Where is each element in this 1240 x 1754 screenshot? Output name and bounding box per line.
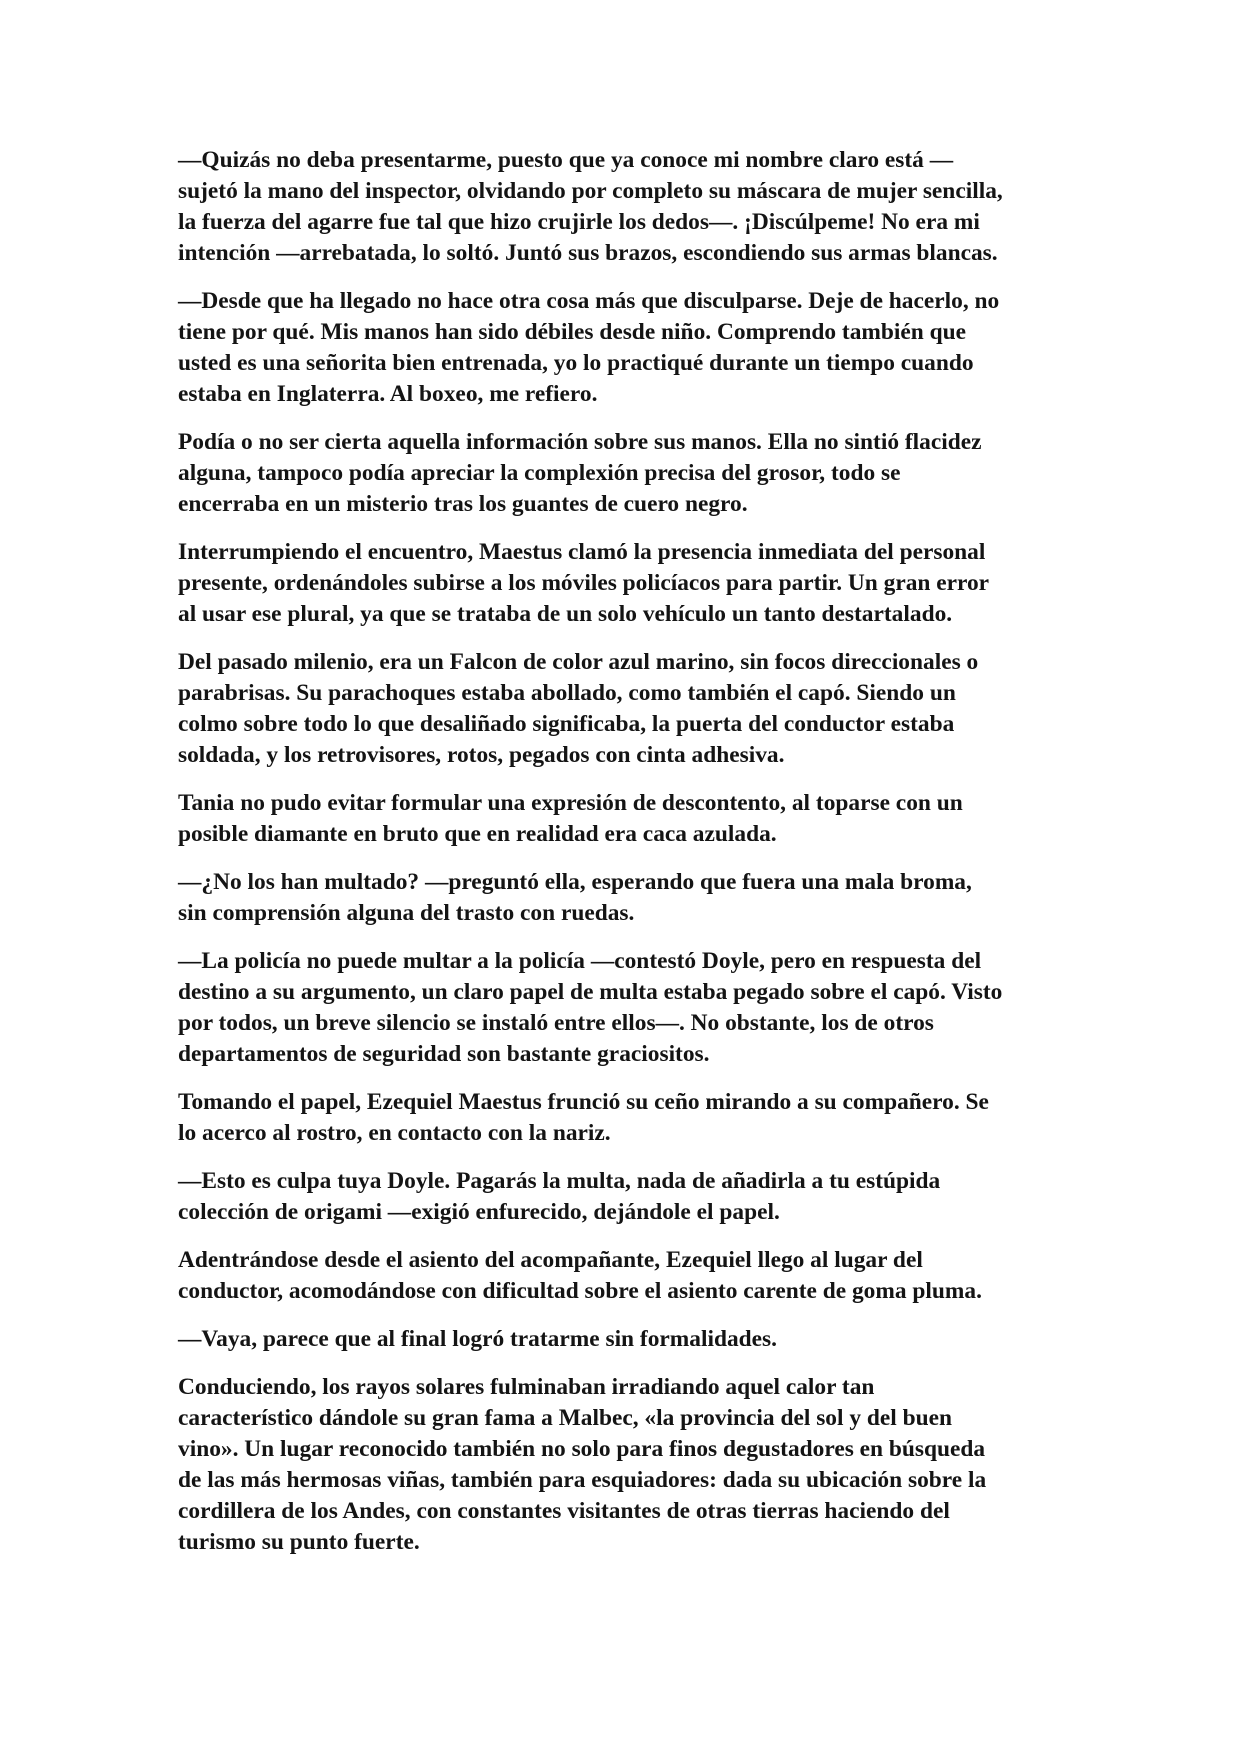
paragraph — [178, 1166, 1070, 1228]
paragraph — [178, 537, 1070, 630]
text-line: parabrisas. Su parachoques estaba abollado, como también el capó. Siendo un — [178, 680, 956, 706]
text-line: característico dándole su gran fama a Malbec, «la provincia del sol y del buen — [178, 1405, 953, 1431]
text-line: —La policía no puede multar a la policía —contestó Doyle, pero en respuesta del — [178, 948, 982, 974]
text-line: intención —arrebatada, lo soltó. Juntó sus brazos, escondiendo sus armas blancas. — [178, 240, 998, 266]
text-line: colección de origami —exigió enfurecido, dejándole el papel. — [178, 1199, 780, 1225]
text-line: al usar ese plural, ya que se trataba de un solo vehículo un tanto destartalado. — [178, 601, 953, 627]
text-line: Tomando el papel, Ezequiel Maestus frunció su ceño mirando a su compañero. Se — [178, 1089, 989, 1115]
paragraph — [178, 1324, 1070, 1355]
text-line: departamentos de seguridad son bastante graciositos. — [178, 1041, 710, 1067]
text-line: encerraba en un misterio tras los guantes de cuero negro. — [178, 491, 748, 517]
paragraph — [178, 1087, 1070, 1149]
text-line: lo acerco al rostro, en contacto con la nariz. — [178, 1120, 611, 1146]
text-line: —Quizás no deba presentarme, puesto que ya conoce mi nombre claro está — — [178, 147, 954, 173]
text-line: soldada, y los retrovisores, rotos, pegados con cinta adhesiva. — [178, 742, 785, 768]
text-line: —Vaya, parece que al final logró tratarme sin formalidades. — [178, 1326, 778, 1352]
text-line: conductor, acomodándose con dificultad sobre el asiento carente de goma pluma. — [178, 1278, 982, 1304]
text-line: tiene por qué. Mis manos han sido débiles desde niño. Comprendo también que — [178, 319, 967, 345]
paragraph — [178, 647, 1070, 771]
text-line: alguna, tampoco podía apreciar la complexión precisa del grosor, todo se — [178, 460, 901, 486]
paragraph — [178, 867, 1070, 929]
paragraph — [178, 145, 1070, 269]
text-line: sin comprensión alguna del trasto con ruedas. — [178, 900, 635, 926]
text-line: cordillera de los Andes, con constantes visitantes de otras tierras haciendo del — [178, 1498, 950, 1524]
text-line: de las más hermosas viñas, también para esquiadores: dada su ubicación sobre la — [178, 1467, 987, 1493]
body-text — [178, 145, 1070, 1575]
text-line: posible diamante en bruto que en realidad era caca azulada. — [178, 821, 777, 847]
text-line: Podía o no ser cierta aquella información sobre sus manos. Ella no sintió flacidez — [178, 429, 982, 455]
text-line: presente, ordenándoles subirse a los móviles policíacos para partir. Un gran error — [178, 570, 990, 596]
paragraph — [178, 427, 1070, 520]
text-line: colmo sobre todo lo que desaliñado significaba, la puerta del conductor estaba — [178, 711, 955, 737]
text-line: Del pasado milenio, era un Falcon de color azul marino, sin focos direccionales o — [178, 649, 979, 675]
text-line: estaba en Inglaterra. Al boxeo, me refiero. — [178, 381, 598, 407]
text-line: usted es una señorita bien entrenada, yo lo practiqué durante un tiempo cuando — [178, 350, 974, 376]
text-line: la fuerza del agarre fue tal que hizo crujirle los dedos—. ¡Discúlpeme! No era mi — [178, 209, 980, 235]
text-line: Tania no pudo evitar formular una expresión de descontento, al toparse con un — [178, 790, 963, 816]
text-line: vino». Un lugar reconocido también no solo para finos degustadores en búsqueda — [178, 1436, 986, 1462]
text-line: turismo su punto fuerte. — [178, 1529, 420, 1555]
paragraph — [178, 788, 1070, 850]
paragraph — [178, 946, 1070, 1070]
paragraph — [178, 1372, 1070, 1558]
paragraph — [178, 286, 1070, 410]
text-line: —Desde que ha llegado no hace otra cosa más que disculparse. Deje de hacerlo, no — [178, 288, 1000, 314]
text-line: destino a su argumento, un claro papel de multa estaba pegado sobre el capó. Visto — [178, 979, 1003, 1005]
text-line: —Esto es culpa tuya Doyle. Pagarás la multa, nada de añadirla a tu estúpida — [178, 1168, 941, 1194]
text-line: por todos, un breve silencio se instaló entre ellos—. No obstante, los de otros — [178, 1010, 934, 1036]
text-line: Adentrándose desde el asiento del acompañante, Ezequiel llego al lugar del — [178, 1247, 923, 1273]
paragraph — [178, 1245, 1070, 1307]
text-line: sujetó la mano del inspector, olvidando por completo su máscara de mujer sencilla, — [178, 178, 1003, 204]
text-line: Interrumpiendo el encuentro, Maestus clamó la presencia inmediata del personal — [178, 539, 986, 565]
text-line: —¿No los han multado? —preguntó ella, esperando que fuera una mala broma, — [178, 869, 972, 895]
text-line: Conduciendo, los rayos solares fulminaban irradiando aquel calor tan — [178, 1374, 875, 1400]
